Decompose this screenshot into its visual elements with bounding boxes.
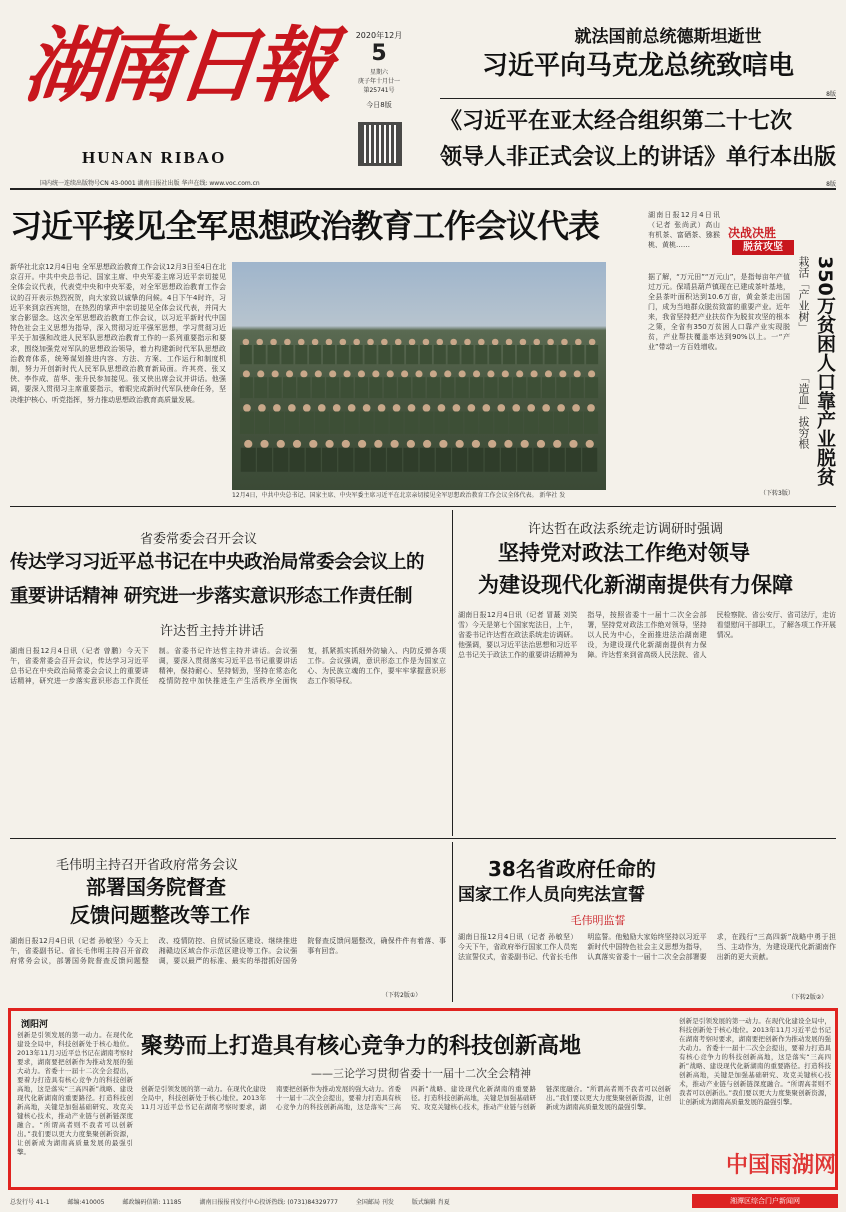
date-year-month: 2020年12月 (355, 31, 403, 40)
footer-item: 湖南日报报刊发行中心投诉热线: (0731)84329777 (199, 1198, 338, 1206)
divider (10, 838, 836, 839)
person-figure (393, 404, 401, 412)
commentary-label: 浏阳河 (21, 1020, 49, 1030)
date-day: 5 (371, 41, 387, 66)
person-figure (378, 345, 390, 364)
person-figure (589, 339, 596, 346)
qr-code (358, 122, 402, 166)
footer-item: 总发行号 41-1 (10, 1198, 50, 1206)
page-count: 今日8版 (366, 101, 392, 109)
person-figure (520, 339, 527, 346)
person-figure (345, 412, 359, 434)
person-figure (390, 440, 398, 448)
person-figure (322, 448, 337, 472)
person-figure (363, 404, 371, 412)
watermark-logo: 中国雨湖网 (725, 1153, 836, 1178)
person-figure (323, 345, 335, 364)
person-figure (405, 412, 419, 434)
top-story-1-kicker: 就法国前总统德斯坦逝世 (574, 27, 762, 47)
person-figure (436, 339, 443, 346)
person-figure (423, 440, 431, 448)
person-figure (420, 345, 432, 364)
person-figure (436, 448, 451, 472)
person-figure (273, 448, 288, 472)
person-figure (537, 440, 545, 448)
person-figure (461, 345, 473, 364)
person-figure (441, 377, 454, 398)
person-figure (270, 412, 284, 434)
right-mid-body: 湖南日报12月4日讯（记者 冒蕞 刘笑雪）今天是第七个国家宪法日，上午，省委书记许达哲在政法系统走访调研。他强调，要以习近平法治思想和习近平总书记关于政法工作的重要讲话精神为指导，按照省委十一届十二次全会部署，坚持党对政法工作绝对领导，坚持以人民为中心，全面推进法治湖南建设，为建设现代化新湖南提供有力保障。许达哲来到省高级人民法院、省人民检察院、省公安厅、省司法厅，走访看望慰问干部职工，了解各项工作开展情况。 (458, 611, 836, 659)
person-figure (344, 370, 351, 377)
poverty-tag-1: 决战决胜 (728, 226, 777, 240)
person-figure (517, 448, 532, 472)
date-weekday: 星期六 (369, 69, 388, 76)
person-figure (375, 412, 389, 434)
person-figure (365, 345, 377, 364)
person-figure (406, 345, 418, 364)
person-figure (449, 412, 463, 434)
footer-item: 邮政编码信箱: 11185 (122, 1198, 182, 1206)
person-figure (283, 377, 296, 398)
person-figure (240, 377, 253, 398)
person-figure (300, 370, 307, 377)
top-story-2-page: 8版 (826, 181, 836, 188)
commentary-body: 创新是引领发展的第一动力。在现代化建设全局中，科技创新处于核心地位。2013年11月习近平总书记在湖南考察时要求，湖南要把创新作为推动发展的强大动力。省委十一届十二次全会提出，要着力打造具有核心竞争力的科技创新高地，这是落实“三高四新”战略、建设现代化新湖南的重要路径。打造科技创新高地，关键是加强基础研究、攻克关键核心技术，推动产业链与创新链深度融合。“所谓高者则不我者可以创新出。”我们要以更大力度集聚创新资源，让创新成为湖南高质量发展的最强引擎。 (17, 1031, 133, 1156)
right-mid-headline-line2: 为建设现代化新湖南提供有力保障 (478, 573, 793, 597)
person-figure (243, 370, 250, 377)
person-figure (566, 448, 581, 472)
divider (452, 842, 453, 1002)
person-figure (303, 404, 311, 412)
person-figure (494, 412, 508, 434)
person-figure (488, 440, 496, 448)
person-figure (420, 448, 435, 472)
person-figure (512, 404, 520, 412)
person-figure (395, 339, 402, 346)
person-figure (255, 412, 269, 434)
person-figure (312, 377, 325, 398)
poverty-vertical-kicker: 栽活「产业树」 (797, 256, 810, 333)
person-figure (348, 404, 356, 412)
left-low-kicker: 毛伟明主持召开省政府常务会议 (56, 858, 239, 873)
person-figure (326, 339, 333, 346)
person-figure (459, 370, 466, 377)
masthead-logo: 湖南日報 (19, 18, 334, 114)
person-figure (430, 370, 437, 377)
person-figure (318, 404, 326, 412)
person-figure (550, 448, 565, 472)
person-figure (547, 339, 554, 346)
divider (452, 510, 453, 836)
person-figure (358, 440, 366, 448)
person-figure (539, 412, 553, 434)
person-figure (338, 448, 353, 472)
top-story-2-headline-line1: 《习近平在亚太经合组织第二十七次 (440, 109, 793, 134)
person-figure (557, 404, 565, 412)
left-low-jump[interactable]: （下转2版①） (382, 992, 422, 999)
person-figure (413, 377, 426, 398)
person-figure (586, 345, 598, 364)
person-figure (531, 345, 543, 364)
person-figure (527, 404, 535, 412)
person-figure (409, 339, 416, 346)
person-figure (256, 339, 263, 346)
left-mid-subhead: 许达哲主持并讲话 (160, 624, 265, 639)
watermark-sub: 湘潭区综合门户新闻网 (692, 1194, 838, 1208)
person-figure (452, 448, 467, 472)
person-figure (470, 377, 483, 398)
person-figure (351, 345, 363, 364)
poverty-body: 据了解，“万元田”“万元山”，是指每亩年产值过万元。保靖县葫芦镇现在已建成茶叶基地，全县茶叶面积达到10.6万亩，黄金茶走出国门，成为当地群众脱贫致富的重要产业。近年来，我省坚持把产业扶贫作为脱贫攻坚的根本之策，全省有350万贫困人口靠产业实现脱贫，产业帮扶覆盖率达到90%以上。一“产业”带动一方百姓增收。 (648, 273, 790, 351)
person-figure (244, 440, 252, 448)
person-figure (403, 448, 418, 472)
person-figure (509, 412, 523, 434)
lead-photo (232, 262, 606, 490)
person-figure (288, 404, 296, 412)
person-figure (312, 339, 319, 346)
masthead-english: HUNAN RIBAO (82, 148, 227, 167)
person-figure (478, 339, 485, 346)
person-figure (492, 339, 499, 346)
person-figure (381, 339, 388, 346)
person-figure (257, 448, 272, 472)
person-figure (427, 377, 440, 398)
person-figure (369, 377, 382, 398)
person-figure (272, 370, 279, 377)
person-figure (360, 412, 374, 434)
person-figure (268, 345, 280, 364)
commentary-subhead: ——三论学习贯彻省委十一届十二次全会精神 (311, 1067, 531, 1080)
person-figure (501, 448, 516, 472)
person-figure (415, 370, 422, 377)
poverty-column[interactable] (612, 196, 836, 502)
issue-number: 第25741号 (363, 87, 395, 94)
person-figure (504, 440, 512, 448)
divider (440, 98, 836, 99)
person-figure (533, 448, 548, 472)
person-figure (464, 339, 471, 346)
person-figure (561, 339, 568, 346)
person-figure (285, 412, 299, 434)
right-mid-headline-line1: 坚持党对政法工作绝对领导 (498, 541, 750, 565)
lead-body: 新华社北京12月4日电 全军思想政治教育工作会议12月3日至4日在北京召开。中共中央总书记、国家主席、中央军委主席习近平亲切接见全体会议代表，代表党中央和中央军委，对全军思想政治教育工作会议的召开表示热烈祝贺，向大家致以诚挚的问候。4日下午4时许，习近平来到京西宾馆，在热烈的掌声中亲切接见全体会议代表，并同大家合影留念。这次全军思想政治教育工作会议，以习近平新时代中国特色社会主义思想为指导，深入贯彻习近平强军思想，学习贯彻习近平关于加强和改进人民军队思想政治教育工作的一系列重要指示和要求，围绕加强党对军队的思想政治领导，着力构建新时代军队思想政治教育体系，统筹谋划推进内容、方法、方案、工作运行和制度机制，努力开创新时代人民军队思想政治教育新局面。许其亮、张又侠、李作成、苗华、张升民参加接见。张又侠出席会议并讲话。他强调，要深入贯彻习主席重要指示，着眼完成新时代军队使命任务，坚决维护核心、听党指挥，努力推动思想政治教育高质量发展。 (10, 263, 226, 404)
person-figure (506, 339, 513, 346)
person-figure (367, 339, 374, 346)
person-figure (325, 440, 333, 448)
person-figure (329, 370, 336, 377)
person-figure (484, 377, 497, 398)
right-low-headline-line2: 国家工作人员向宪法宣誓 (458, 885, 645, 905)
right-low-story[interactable] (458, 842, 836, 1002)
person-figure (257, 370, 264, 377)
person-figure (468, 448, 483, 472)
person-figure (572, 345, 584, 364)
person-figure (475, 345, 487, 364)
person-figure (281, 345, 293, 364)
person-figure (330, 412, 344, 434)
date-block (344, 30, 414, 110)
person-figure (571, 377, 584, 398)
person-figure (374, 440, 382, 448)
person-figure (558, 345, 570, 364)
person-figure (254, 345, 266, 364)
person-figure (337, 345, 349, 364)
person-figure (423, 339, 430, 346)
person-figure (306, 448, 321, 472)
person-figure (542, 404, 550, 412)
person-figure (438, 404, 446, 412)
left-mid-headline-line2: 重要讲话精神 研究进一步落实意识形态工作责任制 (10, 586, 412, 607)
person-figure (309, 440, 317, 448)
person-figure (384, 377, 397, 398)
person-figure (387, 370, 394, 377)
person-figure (315, 412, 329, 434)
left-low-body: 湖南日报12月4日讯（记者 孙敏坚）今天上午，省委副书记、省长毛伟明主持召开省政府常务会议，部署国务院督查反馈问题整改、疫情防控、自贸试验区建设、继续推进湘赣边区域合作示范区建设等工作。会议强调，要以最严的标准、最实的举措抓好国务院督查反馈问题整改，确保件件有着落、事事有回音。 (10, 937, 446, 965)
person-figure (588, 370, 595, 377)
person-figure (300, 412, 314, 434)
date-lunar: 庚子年十月廿一 (357, 78, 400, 85)
person-figure (401, 370, 408, 377)
left-low-headline-line2: 反馈问题整改等工作 (70, 903, 250, 927)
person-figure (298, 339, 305, 346)
person-figure (258, 404, 266, 412)
person-figure (521, 440, 529, 448)
poverty-jump[interactable]: （下转3版） (760, 490, 794, 497)
person-figure (524, 412, 538, 434)
person-figure (309, 345, 321, 364)
left-mid-story[interactable] (10, 510, 450, 836)
person-figure (456, 440, 464, 448)
person-figure (390, 412, 404, 434)
person-figure (582, 448, 597, 472)
person-figure (277, 440, 285, 448)
commentary-headline: 聚势而上打造具有核心竞争力的科技创新高地 (141, 1034, 582, 1059)
person-figure (444, 370, 451, 377)
lead-photo-caption: 12月4日，中共中央总书记、国家主席、中央军委主席习近平在北京亲切接见全军思想政治教育工作会议全体代表。 新华社 发 (232, 492, 566, 499)
person-figure (545, 345, 557, 364)
footer-bar (10, 1194, 690, 1208)
person-figure (387, 448, 402, 472)
person-figure (574, 370, 581, 377)
person-figure (473, 370, 480, 377)
person-figure (587, 404, 595, 412)
person-figure (284, 339, 291, 346)
person-figure (489, 345, 501, 364)
person-figure (434, 345, 446, 364)
person-figure (423, 404, 431, 412)
top-story-2-headline-line2: 领导人非正式会议上的讲话》单行本出版 (440, 145, 837, 170)
person-figure (497, 404, 505, 412)
person-figure (269, 377, 282, 398)
right-low-subhead: 毛伟明监誓 (570, 914, 626, 927)
masthead-rule (10, 188, 836, 190)
person-figure (293, 440, 301, 448)
left-low-story[interactable] (10, 842, 450, 1002)
person-figure (545, 370, 552, 377)
person-figure (439, 440, 447, 448)
footer-item: 全国邮局 刊发 (355, 1198, 394, 1206)
person-figure (358, 370, 365, 377)
person-figure (575, 339, 582, 346)
person-figure (556, 377, 569, 398)
footer-item: 版式编辑 肖夏 (411, 1198, 450, 1206)
person-figure (407, 440, 415, 448)
person-figure (533, 339, 540, 346)
person-figure (290, 448, 305, 472)
person-figure (513, 377, 526, 398)
person-figure (502, 370, 509, 377)
top-story-1-headline: 习近平向马克龙总统致唁电 (481, 51, 794, 81)
left-low-headline-line1: 部署国务院督查 (86, 875, 226, 899)
person-figure (553, 440, 561, 448)
person-figure (260, 440, 268, 448)
person-figure (572, 404, 580, 412)
person-figure (472, 440, 480, 448)
person-figure (453, 404, 461, 412)
person-figure (295, 345, 307, 364)
person-figure (479, 412, 493, 434)
person-figure (419, 412, 433, 434)
publication-info: 国内统一连续出版物号CN 43-0001 湖南日报社出版 华声在线: www.voc.com.cn (40, 180, 260, 187)
poverty-tag-2: 脱贫攻坚 (732, 240, 794, 255)
person-figure (434, 412, 448, 434)
top-story-1[interactable] (440, 22, 836, 98)
right-mid-story[interactable] (458, 510, 836, 836)
person-figure (464, 412, 478, 434)
person-figure (503, 345, 515, 364)
person-figure (243, 404, 251, 412)
person-figure (353, 339, 360, 346)
right-low-headline-line1: 38名省政府任命的 (488, 857, 656, 881)
person-figure (542, 377, 555, 398)
divider (10, 506, 836, 507)
person-figure (487, 370, 494, 377)
top-story-1-page: 8版 (826, 91, 836, 98)
person-figure (584, 412, 598, 434)
person-figure (450, 339, 457, 346)
person-figure (326, 377, 339, 398)
person-figure (270, 339, 277, 346)
person-figure (528, 377, 541, 398)
person-figure (586, 440, 594, 448)
right-low-jump[interactable]: （下转2版②） (788, 994, 828, 1001)
person-figure (341, 377, 354, 398)
commentary-body-right: 创新是引领发展的第一动力。在现代化建设全局中，科技创新处于核心地位。2013年11月习近平总书记在湖南考察时要求，湖南要把创新作为推动发展的强大动力。省委十一届十二次全会提出，要着力打造具有核心竞争力的科技创新高地，这是落实“三高四新”战略、建设现代化新湖南的重要路径。打造科技创新高地，关键是加强基础研究、攻克关键核心技术，推动产业链与创新链深度融合。“所谓高者则不我者可以创新出。”我们要以更大力度集聚创新资源，让创新成为湖南高质量发展的最强引擎。 (679, 1017, 831, 1106)
person-figure (241, 448, 256, 472)
person-figure (243, 339, 250, 346)
person-figure (448, 345, 460, 364)
person-figure (485, 448, 500, 472)
person-figure (569, 440, 577, 448)
person-figure (554, 412, 568, 434)
person-figure (468, 404, 476, 412)
masthead (0, 0, 846, 190)
person-figure (372, 370, 379, 377)
right-mid-kicker: 许达哲在政法系统走访调研时强调 (528, 522, 724, 537)
poverty-vertical-headline: 350万贫困人口靠产业脱贫 (814, 256, 836, 486)
person-figure (333, 404, 341, 412)
person-figure (355, 448, 370, 472)
person-figure (378, 404, 386, 412)
left-mid-headline-line1: 传达学习习近平总书记在中央政治局常委会会议上的 (10, 552, 425, 573)
person-figure (408, 404, 416, 412)
commentary-body-continued: 创新是引领发展的第一动力。在现代化建设全局中，科技创新处于核心地位。2013年11月习近平总书记在湖南考察时要求，湖南要把创新作为推动发展的强大动力。省委十一届十二次全会提出，要着力打造具有核心竞争力的科技创新高地，这是落实“三高四新”战略、建设现代化新湖南的重要路径。打造科技创新高地，关键是加强基础研究、攻克关键核心技术，推动产业链与创新链深度融合。“所谓高者则不我者可以创新出。”我们要以更大力度集聚创新资源，让创新成为湖南高质量发展的最强引擎。 (141, 1085, 671, 1111)
person-figure (398, 377, 411, 398)
person-figure (273, 404, 281, 412)
person-figure (240, 412, 254, 434)
person-figure (559, 370, 566, 377)
person-figure (499, 377, 512, 398)
person-figure (482, 404, 490, 412)
footer-item: 邮编:410005 (67, 1198, 105, 1206)
left-mid-body: 湖南日报12月4日讯（记者 曾鹏）今天下午，省委常委会召开会议，传达学习习近平总书记在中央政治局常委会会议上的重要讲话精神，研究进一步落实意识形态工作责任制。省委书记许达哲主持并讲话。会议强调，要深入贯彻落实习近平总书记重要讲话精神，保持耐心、坚持韧劲，坚持在常态化疫情防控中加快推进生产生活秩序全面恢复，抓紧抓实抓细外防输入、内防反弹各项工作。会议强调，意识形态工作是为国家立心、为民族立魂的工作，要牢牢掌握意识形态工作领导权。 (10, 647, 446, 685)
left-mid-kicker: 省委常委会召开会议 (140, 532, 258, 547)
person-figure (340, 339, 347, 346)
person-figure (569, 412, 583, 434)
person-figure (342, 440, 350, 448)
person-figure (517, 345, 529, 364)
person-figure (531, 370, 538, 377)
top-story-2[interactable] (440, 104, 837, 188)
poverty-dateline: 湖南日报12月4日讯（记者 张尚武）高山有机茶、富硒茶、猕猴桃、黄桃…… (648, 211, 720, 249)
group-photo-figures (232, 262, 606, 490)
person-figure (315, 370, 322, 377)
person-figure (392, 345, 404, 364)
person-figure (254, 377, 267, 398)
lead-headline[interactable]: 习近平接见全军思想政治教育工作会议代表 (10, 207, 600, 245)
person-figure (297, 377, 310, 398)
person-figure (516, 370, 523, 377)
person-figure (371, 448, 386, 472)
right-low-body: 湖南日报12月4日讯（记者 孙敏坚）今天下午，省政府举行国家工作人员宪法宣誓仪式，省委副书记、代省长毛伟明监誓。他勉励大家始终坚持以习近平新时代中国特色社会主义思想为指导，认真落实省委十一届十二次全会部署要求，在践行“三高四新”战略中勇于担当、主动作为，为建设现代化新湖南作出新的更大贡献。 (458, 933, 836, 961)
person-figure (585, 377, 598, 398)
person-figure (456, 377, 469, 398)
person-figure (355, 377, 368, 398)
person-figure (286, 370, 293, 377)
person-figure (240, 345, 252, 364)
poverty-vertical-sub: 「造血」拔穷根 (797, 372, 810, 449)
